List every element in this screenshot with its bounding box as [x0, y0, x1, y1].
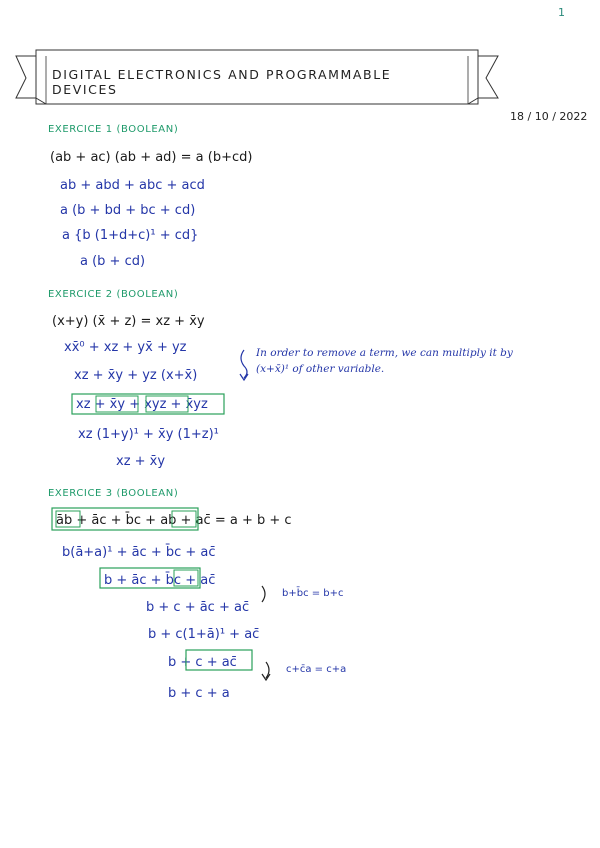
ex2-line-2: xx̄⁰ + xz + yx̄ + yz — [64, 340, 187, 355]
ex3-side-note-2: c+c̄a = c+a — [286, 664, 347, 675]
ex1-line-1: (ab + ac) (ab + ad) = a (b+cd) — [50, 150, 253, 165]
exercise-3-heading: EXERCICE 3 (BOOLEAN) — [48, 488, 179, 499]
ex2-line-5: xz (1+y)¹ + x̄y (1+z)¹ — [78, 427, 219, 442]
ex3-line-2: b(ā+a)¹ + āc + b̄c + ac̄ — [62, 545, 216, 560]
ex3-line-3: b + āc + b̄c + ac̄ — [104, 573, 216, 588]
ex2-line-6: xz + x̄y — [116, 454, 166, 469]
ex3-line-4: b + c + āc + ac̄ — [146, 600, 250, 615]
ex1-line-5: a (b + cd) — [80, 254, 146, 269]
ex2-line-1: (x+y) (x̄ + z) = xz + x̄y — [52, 314, 205, 329]
page-number: 1 — [558, 6, 565, 19]
ex3-line-7: b + c + a — [168, 686, 230, 701]
page-title: DIGITAL ELECTRONICS AND PROGRAMMABLE DEVICES — [52, 67, 392, 97]
ex3-line-6: b + c + ac̄ — [168, 655, 237, 670]
date-label: 18 / 10 / 2022 — [510, 110, 588, 123]
ex1-line-3: a (b + bd + bc + cd) — [60, 203, 196, 218]
ex2-explanation-note: In order to remove a term, we can multiply it by (x+x̄)¹ of other variable. — [256, 347, 513, 375]
ex1-line-2: ab + abd + abc + acd — [60, 178, 205, 193]
ex3-line-1: āb + āc + b̄c + ab + ac̄ = a + b + c — [56, 513, 292, 528]
ex3-line-5: b + c(1+ā)¹ + ac̄ — [148, 627, 260, 642]
ex2-line-4: xz + x̄y + xyz + x̄yz — [76, 397, 208, 412]
exercise-2-heading: EXERCICE 2 (BOOLEAN) — [48, 289, 179, 300]
ex2-line-3: xz + x̄y + yz (x+x̄) — [74, 368, 198, 383]
ex1-line-4: a {b (1+d+c)¹ + cd} — [62, 228, 199, 243]
ex3-side-note-1: b+b̄c = b+c — [282, 588, 344, 599]
exercise-1-heading: EXERCICE 1 (BOOLEAN) — [48, 124, 179, 135]
